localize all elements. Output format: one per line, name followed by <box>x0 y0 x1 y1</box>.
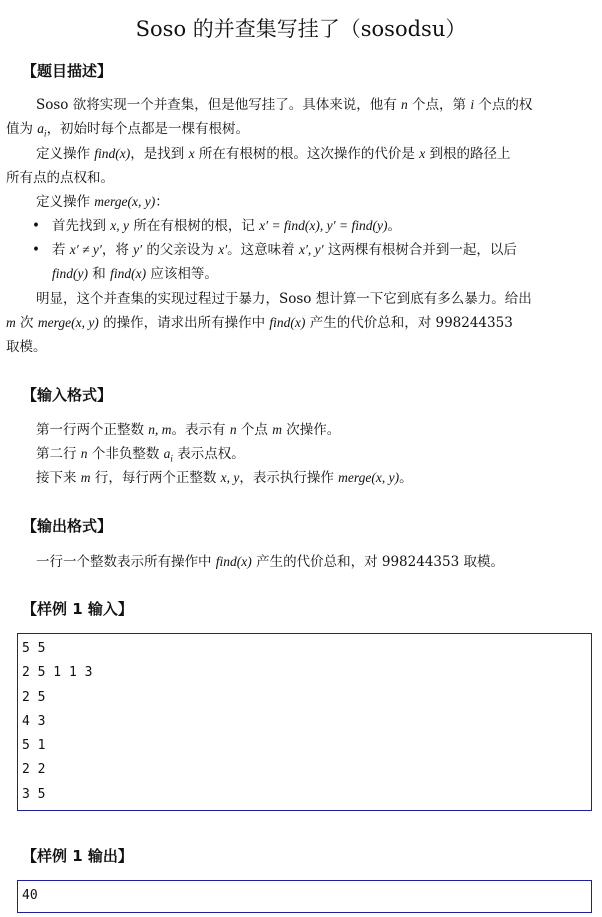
bullet-dot-icon: • <box>32 218 40 234</box>
sample-input-line: 2 5 1 1 3 <box>22 665 93 681</box>
page-title: Soso 的并查集写挂了（sosodsu） <box>135 17 467 41</box>
sample-input-line: 2 5 <box>22 689 46 705</box>
sample-input-line: 5 5 <box>22 641 46 656</box>
sample-input-line: 3 5 <box>22 786 46 802</box>
sample-input-line: 2 2 <box>22 762 46 778</box>
description-paragraph-3: 定义操作 merge(x, y)： <box>36 194 169 210</box>
input-format-line-2: 第二行 n 个非负整数 $a_i$ 表示点权。 <box>36 446 245 464</box>
description-paragraph-4-cont: m 次 merge(x, y) 的操作，请求出所有操作中 find(x) 产生的代价总和，对 998244353 <box>6 315 513 331</box>
description-paragraph-1: Soso 欲将实现一个并查集，但是他写挂了。具体来说，他有 n 个点，第 i 个点的权 <box>36 97 533 113</box>
section-heading-sample-input: 【样例 1 输入】 <box>22 600 133 618</box>
output-format-line: 一行一个整数表示所有操作中 find(x) 产生的代价总和，对 998244353 取模。 <box>36 554 504 570</box>
section-heading-output-format: 【输出格式】 <box>22 517 113 535</box>
sample-input-box <box>17 633 592 811</box>
sample-input-line: 4 3 <box>22 713 46 729</box>
bullet-dot-icon: • <box>32 242 40 258</box>
section-heading-description: 【题目描述】 <box>22 62 113 80</box>
section-heading-input-format: 【输入格式】 <box>22 386 113 404</box>
description-paragraph-2: 定义操作 find(x)，是找到 x 所在有根树的根。这次操作的代价是 x 到根的路径上 <box>36 146 511 162</box>
input-format-line-3: 接下来 m 行，每行两个正整数 x, y，表示执行操作 merge(x, y)。 <box>36 470 413 486</box>
sample-input-line: 5 1 <box>22 738 46 754</box>
sample-output-box <box>17 880 592 913</box>
description-paragraph-1-cont: 值为 $a_i$，初始时每个点都是一棵有根树。 <box>6 121 250 139</box>
description-paragraph-4: 明显，这个并查集的实现过程过于暴力，Soso 想计算一下它到底有多么暴力。给出 <box>36 291 532 307</box>
description-paragraph-4-end: 取模。 <box>6 339 47 355</box>
input-format-line-1: 第一行两个正整数 n, m。表示有 n 个点 m 次操作。 <box>36 422 341 438</box>
description-paragraph-2-cont: 所有点的点权和。 <box>6 170 114 186</box>
sample-output-line: 40 <box>22 888 38 903</box>
section-heading-sample-output: 【样例 1 输出】 <box>22 847 133 865</box>
